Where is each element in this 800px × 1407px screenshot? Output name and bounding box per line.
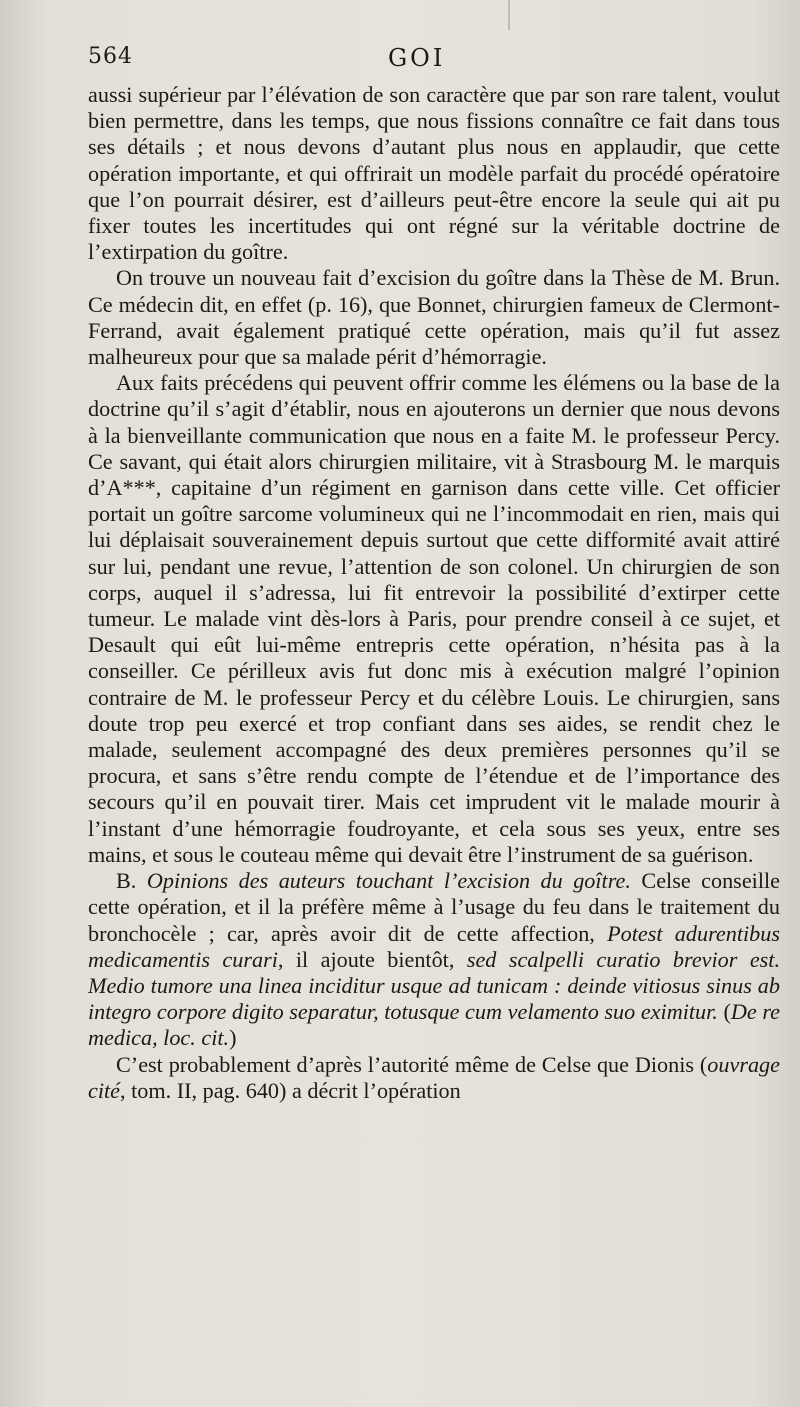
page-header [88,44,760,80]
paragraph-2: On trouve un nouveau fait d’excision du goître dans la Thèse de M. Brun. Ce médecin dit, en effet (p. 16), que Bonnet, chirurgien fameux de Clermont-Ferrand, avait également pratiqué cette opération, mais qu’il fut assez malheureux pour que sa malade périt d’hémorragie. [88,265,780,370]
p4-text-d: ) [229,1025,237,1051]
latin-quote-2: sed scalpelli curatio brevior est. Medio tumore una linea inciditur usque ad tunicam : deinde vitiosus sinus ab integro corpore digito separatur, totusque cum velamento suo eximitur. [88,946,781,1025]
paragraph-4 [88,868,780,1051]
p5-text-b: , tom. II, pag. 640) a décrit l’opération [120,1077,461,1103]
p4-text-c: ( [723,999,731,1025]
citation: De re medica, loc. cit. [88,999,780,1051]
p5-reference: ouvrage cité [88,1051,780,1103]
body-text [88,82,780,1104]
running-head: GOI [388,44,446,72]
p5-text-a: C’est probablement d’après l’autorité même de Celse que Dionis ( [116,1051,708,1077]
scan-artifact [508,0,510,30]
paragraph-1: aussi supérieur par l’élévation de son caractère que par son rare talent, voulut bien permettre, dans les temps, que nous fissions connaître ce fait dans tous ses détails ; et nous devons d’autant plus nous en applaudir, que cette opération importante, et qui offrirait un modèle parfait du procédé opératoire que l’on pourrait désirer, est d’ailleurs peut-être encore la seule qui ait pu fixer toutes les incertitudes qui ont régné sur la véritable doctrine de l’extirpation du goître. [88,82,780,265]
paragraph-3: Aux faits précédens qui peuvent offrir comme les élémens ou la base de la doctrine qu’il s’agit d’établir, nous en ajouterons un dernier que nous devons à la bienveillante communication que nous en a faite M. le professeur Percy. Ce savant, qui était alors chirurgien militaire, vit à Strasbourg M. le marquis d’A***, capitaine d’un régiment en garnison dans cette ville. Cet officier portait un goître sarcome volumineux qui ne l’incommodait en rien, mais qui lui déplaisait souverainement depuis surtout que cette difformité avait attiré sur lui, pendant une revue, l’attention de son colonel. Un chirurgien de son corps, auquel il s’adressa, lui fit entrevoir la possibilité d’extirper cette tumeur. Le malade vint dès-lors à Paris, pour prendre conseil à ce sujet, et Desault qui eût lui-même entrepris cette opération, n’hésita pas à la conseiller. Ce périlleux avis fut donc mis à exécution malgré l’opinion contraire de M. le professeur Percy et du célèbre Louis. Le chirurgien, sans doute trop peu exercé et trop confiant dans ses aides, se rendit chez le malade, seulement accompagné des deux premières personnes qu’il se procura, et sans s’être rendu compte de l’étendue et de l’importance des secours qu’il en pouvait tirer. Mais cet imprudent vit le malade mourir à l’instant d’une hémorragie foudroyante, et cela sous ses yeux, entre ses mains, et sous le couteau même qui devait être l’instrument de sa guérison. [88,370,780,867]
section-label: B. [116,868,137,894]
section-heading: Opinions des auteurs touchant l’excision du goître. [146,868,631,894]
latin-quote-1: Potest adurentibus medicamentis curari [88,920,780,972]
page-number: 564 [88,44,133,69]
paragraph-5 [88,1052,780,1104]
p4-text-b: , il ajoute bientôt, [277,946,455,972]
p4-text-a: Celse conseille cette opération, et il la préfère même à l’usage du feu dans le traitement du bronchocèle ; car, après avoir dit de cette affection, [88,868,781,946]
